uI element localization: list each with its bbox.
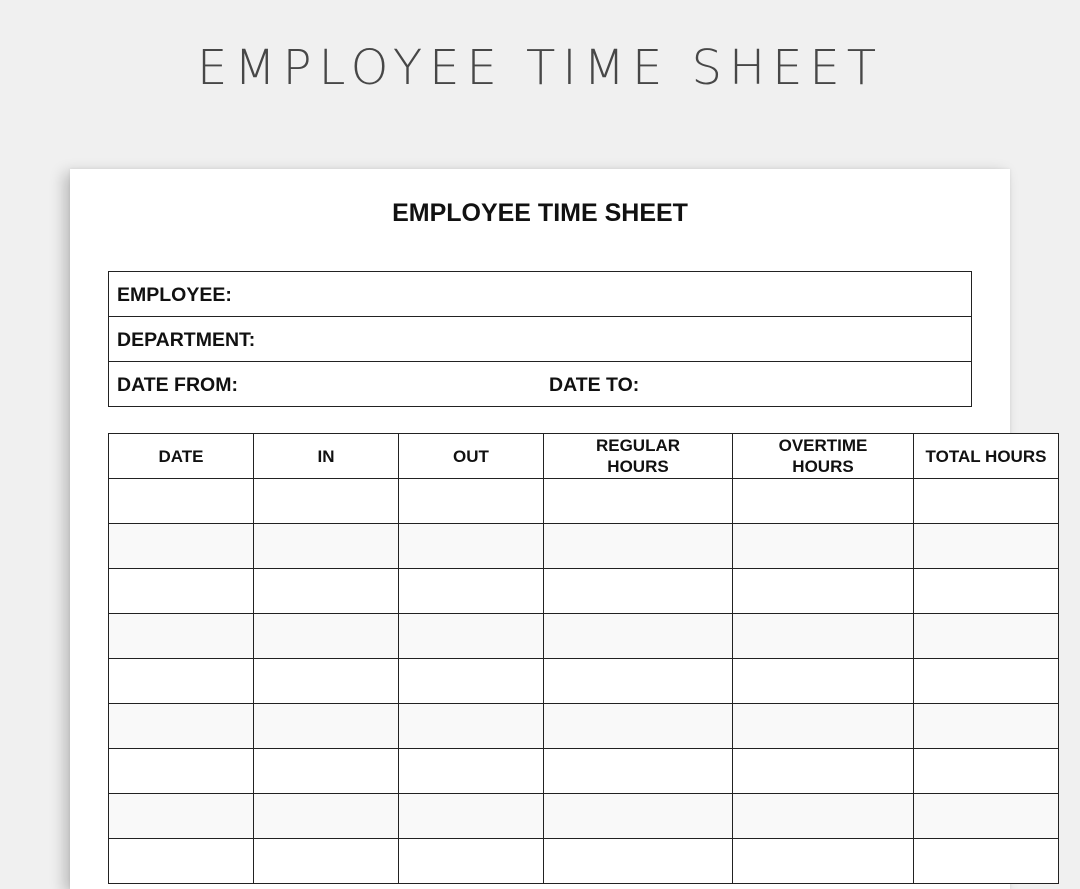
cell-total-hours[interactable] bbox=[914, 794, 1059, 839]
cell-out[interactable] bbox=[399, 749, 544, 794]
header-regular-hours: REGULAR HOURS bbox=[544, 434, 733, 479]
time-sheet-page bbox=[70, 169, 1047, 889]
cell-date[interactable] bbox=[109, 479, 254, 524]
cell-regular-hours[interactable] bbox=[544, 479, 733, 524]
cell-out[interactable] bbox=[399, 659, 544, 704]
header-out: OUT bbox=[399, 434, 544, 479]
cell-in[interactable] bbox=[254, 839, 399, 884]
employee-info-box bbox=[108, 271, 972, 407]
cell-in[interactable] bbox=[254, 794, 399, 839]
table-row bbox=[109, 839, 1059, 884]
sheet-title: EMPLOYEE TIME SHEET bbox=[392, 199, 688, 227]
cell-in[interactable] bbox=[254, 614, 399, 659]
cell-regular-hours[interactable] bbox=[544, 704, 733, 749]
cell-date[interactable] bbox=[109, 524, 254, 569]
table-row bbox=[109, 659, 1059, 704]
time-entry-table bbox=[108, 433, 1059, 884]
cell-in[interactable] bbox=[254, 704, 399, 749]
cell-out[interactable] bbox=[399, 524, 544, 569]
cell-total-hours[interactable] bbox=[914, 749, 1059, 794]
cell-overtime-hours[interactable] bbox=[733, 749, 914, 794]
cell-out[interactable] bbox=[399, 614, 544, 659]
cell-total-hours[interactable] bbox=[914, 704, 1059, 749]
table-row bbox=[109, 524, 1059, 569]
table-row bbox=[109, 794, 1059, 839]
cell-overtime-hours[interactable] bbox=[733, 524, 914, 569]
table-header-row bbox=[109, 434, 1059, 479]
cell-total-hours[interactable] bbox=[914, 569, 1059, 614]
cell-date[interactable] bbox=[109, 569, 254, 614]
cell-regular-hours[interactable] bbox=[544, 524, 733, 569]
cell-overtime-hours[interactable] bbox=[733, 704, 914, 749]
table-row bbox=[109, 479, 1059, 524]
cell-regular-hours[interactable] bbox=[544, 794, 733, 839]
cell-regular-hours[interactable] bbox=[544, 749, 733, 794]
cell-regular-hours[interactable] bbox=[544, 614, 733, 659]
cell-in[interactable] bbox=[254, 569, 399, 614]
cell-total-hours[interactable] bbox=[914, 614, 1059, 659]
cell-date[interactable] bbox=[109, 704, 254, 749]
cell-overtime-hours[interactable] bbox=[733, 614, 914, 659]
department-row[interactable] bbox=[109, 317, 971, 362]
cell-in[interactable] bbox=[254, 524, 399, 569]
cell-total-hours[interactable] bbox=[914, 839, 1059, 884]
cell-date[interactable] bbox=[109, 614, 254, 659]
employee-row[interactable] bbox=[109, 272, 971, 317]
table-body bbox=[109, 479, 1059, 884]
cell-date[interactable] bbox=[109, 749, 254, 794]
cell-date[interactable] bbox=[109, 839, 254, 884]
cell-overtime-hours[interactable] bbox=[733, 569, 914, 614]
cell-out[interactable] bbox=[399, 794, 544, 839]
cell-regular-hours[interactable] bbox=[544, 659, 733, 704]
cell-in[interactable] bbox=[254, 749, 399, 794]
cell-date[interactable] bbox=[109, 659, 254, 704]
cell-out[interactable] bbox=[399, 479, 544, 524]
cell-total-hours[interactable] bbox=[914, 524, 1059, 569]
cell-overtime-hours[interactable] bbox=[733, 794, 914, 839]
table-row bbox=[109, 749, 1059, 794]
table-row bbox=[109, 704, 1059, 749]
cell-overtime-hours[interactable] bbox=[733, 659, 914, 704]
banner-title: EMPLOYEE TIME SHEET bbox=[196, 40, 884, 96]
header-date: DATE bbox=[109, 434, 254, 479]
cell-in[interactable] bbox=[254, 659, 399, 704]
department-label: DEPARTMENT: bbox=[117, 329, 256, 351]
date-from-label: DATE FROM: bbox=[117, 374, 238, 396]
table-row bbox=[109, 614, 1059, 659]
cell-total-hours[interactable] bbox=[914, 659, 1059, 704]
date-range-row[interactable] bbox=[109, 362, 971, 406]
cell-date[interactable] bbox=[109, 794, 254, 839]
header-total-hours: TOTAL HOURS bbox=[914, 434, 1059, 479]
cell-overtime-hours[interactable] bbox=[733, 479, 914, 524]
date-to-label: DATE TO: bbox=[549, 374, 640, 396]
cell-in[interactable] bbox=[254, 479, 399, 524]
cell-regular-hours[interactable] bbox=[544, 569, 733, 614]
cell-regular-hours[interactable] bbox=[544, 839, 733, 884]
header-overtime-hours: OVERTIME HOURS bbox=[733, 434, 914, 479]
cell-overtime-hours[interactable] bbox=[733, 839, 914, 884]
cell-out[interactable] bbox=[399, 569, 544, 614]
header-in: IN bbox=[254, 434, 399, 479]
cell-total-hours[interactable] bbox=[914, 479, 1059, 524]
cell-out[interactable] bbox=[399, 839, 544, 884]
employee-label: EMPLOYEE: bbox=[117, 284, 232, 306]
table-row bbox=[109, 569, 1059, 614]
cell-out[interactable] bbox=[399, 704, 544, 749]
